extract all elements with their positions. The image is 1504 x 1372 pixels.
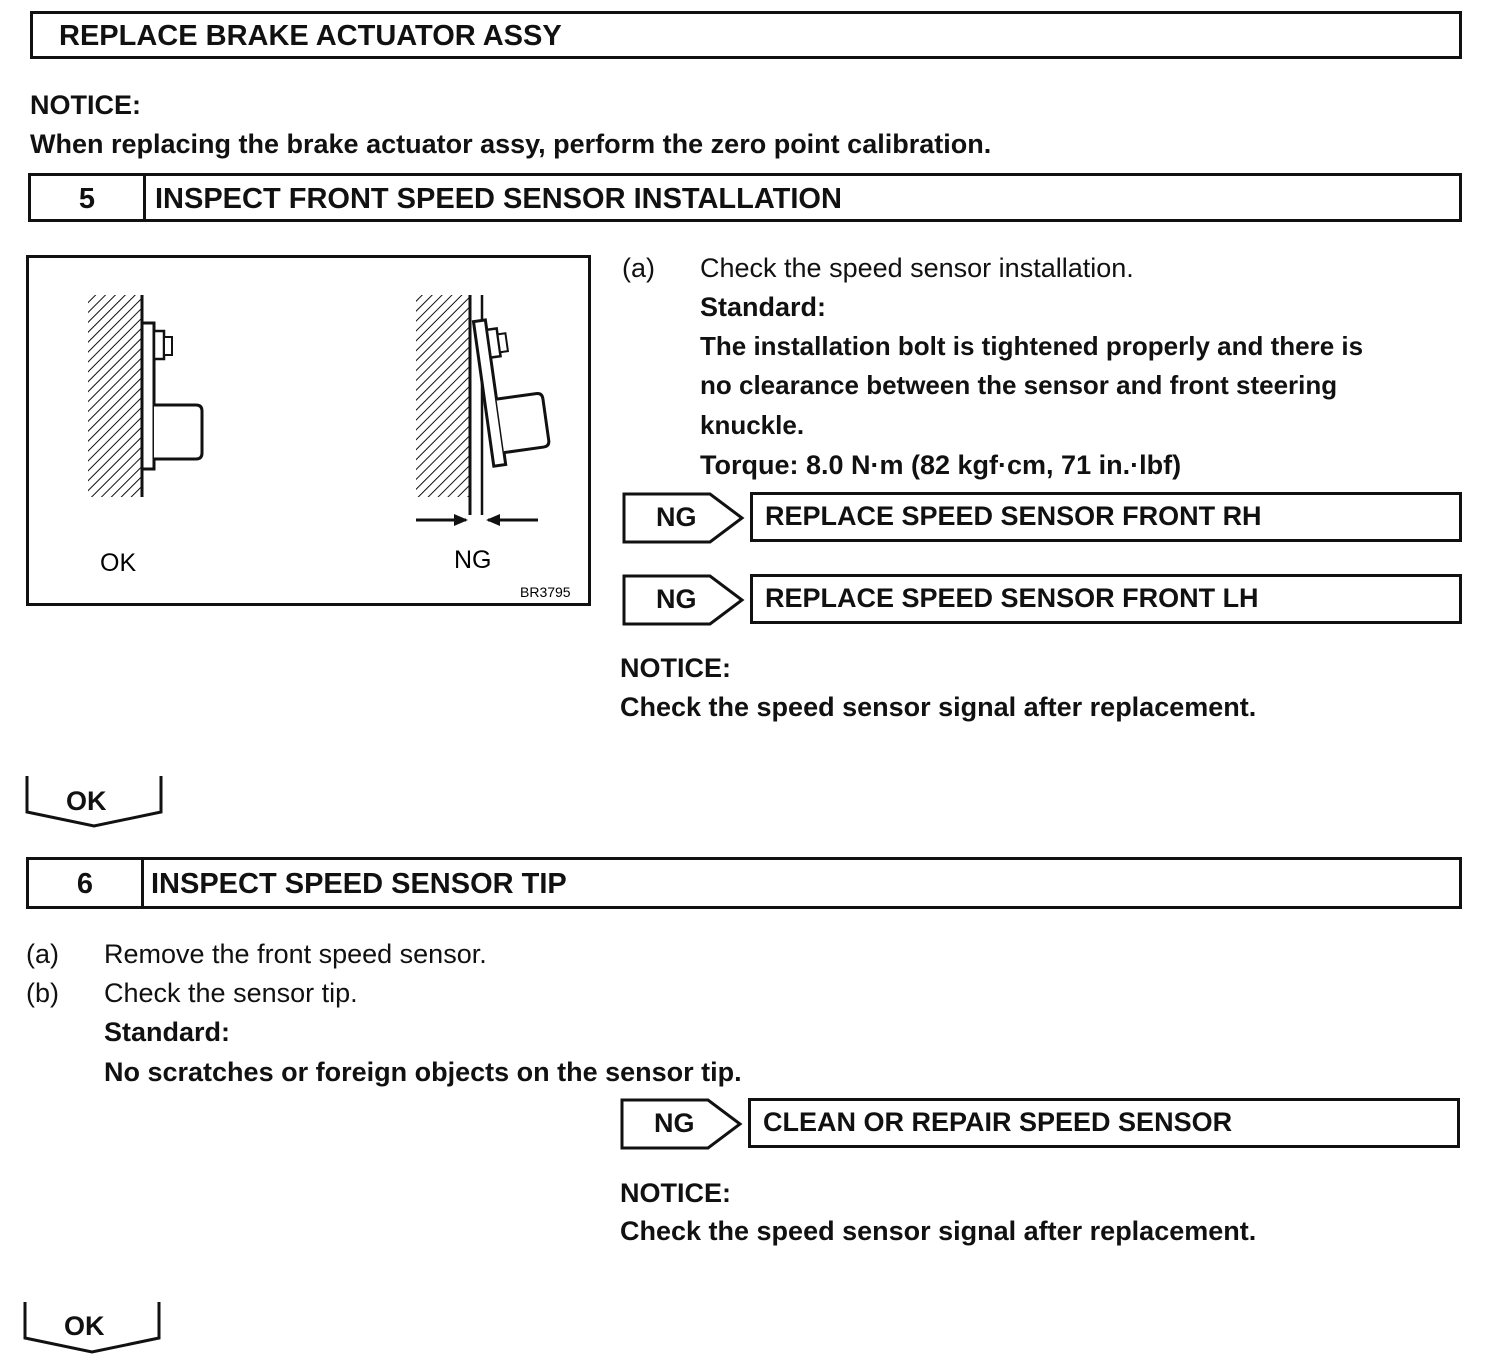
step6-divider — [141, 860, 144, 906]
bolt-head-ok — [154, 331, 164, 359]
step5-notice-label: NOTICE: — [620, 653, 731, 683]
ok-label-step6: OK — [64, 1311, 105, 1341]
sensor-installation-figure — [26, 255, 592, 607]
step6-standard-text: No scratches or foreign objects on the sensor tip. — [104, 1057, 742, 1087]
step5-header — [28, 173, 1462, 222]
step6-number: 6 — [76, 868, 94, 900]
sensor-body-ng — [496, 393, 549, 453]
ng-label-clean: NG — [654, 1108, 695, 1138]
step5-torque: Torque: 8.0 N·m (82 kgf·cm, 71 in.·lbf) — [700, 450, 1182, 480]
knuckle-hatch-ng — [416, 295, 470, 497]
step5-title: INSPECT FRONT SPEED SENSOR INSTALLATION — [155, 183, 842, 215]
figure-code: BR3795 — [520, 584, 571, 600]
step6-item-b-marker: (b) — [26, 978, 59, 1008]
action-clean-repair — [748, 1098, 1460, 1148]
figure-ng-label: NG — [454, 546, 492, 574]
notice-label: NOTICE: — [30, 90, 141, 120]
step6-item-a-marker: (a) — [26, 939, 59, 969]
bolt-tip-ok — [164, 337, 172, 355]
sensor-diagram — [26, 255, 592, 607]
ng-label-rh: NG — [656, 502, 697, 532]
figure-ok-label: OK — [100, 549, 137, 577]
notice-text: When replacing the brake actuator assy, perform the zero point calibration. — [30, 129, 992, 159]
step6-standard-label: Standard: — [104, 1017, 231, 1047]
action-replace-rh — [750, 492, 1462, 542]
action-replace-rh-text: REPLACE SPEED SENSOR FRONT RH — [765, 501, 1262, 531]
step6-notice-text: Check the speed sensor signal after replacement. — [620, 1216, 1257, 1246]
ok-label-step5: OK — [66, 786, 107, 816]
step6-title: INSPECT SPEED SENSOR TIP — [151, 868, 567, 900]
action-clean-repair-text: CLEAN OR REPAIR SPEED SENSOR — [763, 1107, 1233, 1137]
bolt-tip-ng — [497, 333, 507, 352]
sensor-flange-ok — [142, 323, 154, 469]
step5-number: 5 — [78, 183, 96, 215]
step5-item-a-text: Check the speed sensor installation. — [700, 253, 1134, 283]
step5-standard-label: Standard: — [700, 292, 827, 322]
sensor-body-ok — [154, 405, 202, 459]
knuckle-hatch-ok — [88, 295, 142, 497]
step6-header — [26, 857, 1462, 909]
step6-item-a-text: Remove the front speed sensor. — [104, 939, 487, 969]
step5-divider — [143, 176, 146, 219]
header-title: REPLACE BRAKE ACTUATOR ASSY — [59, 20, 562, 52]
step6-notice-label: NOTICE: — [620, 1178, 731, 1208]
step5-item-a-marker: (a) — [622, 253, 655, 283]
ng-label-lh: NG — [656, 584, 697, 614]
action-replace-lh-text: REPLACE SPEED SENSOR FRONT LH — [765, 583, 1259, 613]
action-replace-lh — [750, 574, 1462, 624]
header-replace-brake-actuator — [30, 11, 1462, 59]
step5-standard-line-2: no clearance between the sensor and front steering — [700, 370, 1338, 400]
step5-notice-text: Check the speed sensor signal after replacement. — [620, 692, 1257, 722]
step5-standard-line-1: The installation bolt is tightened properly and there is — [700, 331, 1364, 361]
step6-item-b-text: Check the sensor tip. — [104, 978, 358, 1008]
step5-standard-line-3: knuckle. — [700, 410, 805, 440]
